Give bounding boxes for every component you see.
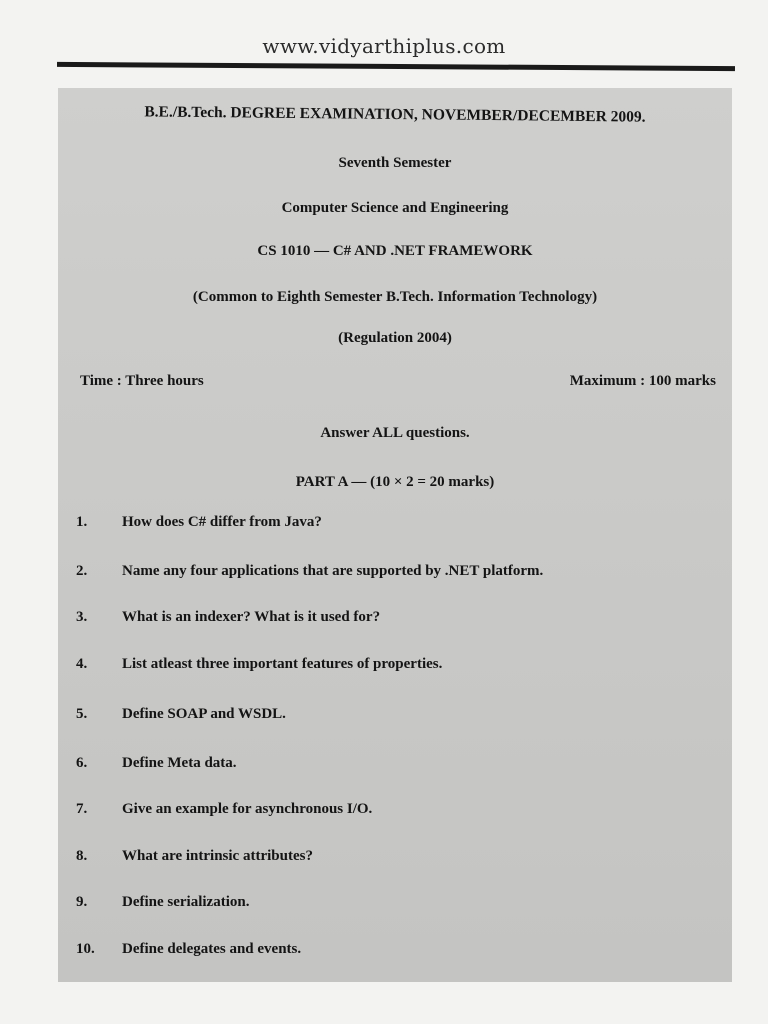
instruction: Answer ALL questions. (320, 425, 470, 441)
question-text: What is an indexer? What is it used for? (122, 609, 381, 625)
question-text: Define SOAP and WSDL. (122, 706, 286, 722)
part-a-heading: PART A — (10 × 2 = 20 marks) (295, 474, 495, 490)
question-text: Name any four applications that are supported by .NET platform. (122, 563, 544, 579)
time-allowed: Time : Three hours (80, 373, 204, 389)
question-number: 1. (76, 514, 88, 530)
question-text: Give an example for asynchronous I/O. (122, 801, 373, 817)
question-number: 8. (76, 848, 88, 864)
regulation: (Regulation 2004) (338, 330, 452, 346)
header-rule (57, 62, 735, 71)
question-item (76, 706, 286, 723)
question-item (76, 894, 249, 911)
question-item (76, 848, 313, 865)
site-header: www.vidyarthiplus.com (262, 34, 506, 58)
question-text: Define serialization. (122, 894, 250, 910)
question-number: 5. (76, 706, 88, 722)
question-item (76, 514, 322, 531)
question-item (76, 801, 372, 818)
question-text: Define Meta data. (122, 755, 237, 771)
question-item (76, 609, 380, 626)
question-number: 2. (76, 563, 88, 579)
exam-title: B.E./B.Tech. DEGREE EXAMINATION, NOVEMBER/DECEMBER 2009. (144, 103, 646, 126)
common-note: (Common to Eighth Semester B.Tech. Information Technology) (192, 289, 598, 305)
maximum-marks: Maximum : 100 marks (569, 373, 716, 389)
question-text: Define delegates and events. (122, 941, 302, 957)
question-text: What are intrinsic attributes? (122, 848, 313, 864)
department: Computer Science and Engineering (281, 200, 509, 216)
exam-paper (58, 88, 732, 982)
question-text: List atleast three important features of properties. (122, 656, 443, 672)
question-number: 7. (76, 801, 88, 817)
question-item (76, 656, 442, 673)
question-text: How does C# differ from Java? (122, 514, 322, 530)
question-number: 6. (76, 755, 88, 771)
question-number: 10. (76, 941, 95, 957)
question-item (76, 941, 301, 958)
question-number: 9. (76, 894, 88, 910)
question-item (76, 563, 543, 580)
question-item (76, 755, 237, 772)
semester: Seventh Semester (338, 155, 452, 171)
course-title: CS 1010 — C# AND .NET FRAMEWORK (257, 243, 533, 259)
question-number: 4. (76, 656, 88, 672)
time-marks-row (80, 373, 716, 390)
question-number: 3. (76, 609, 88, 625)
